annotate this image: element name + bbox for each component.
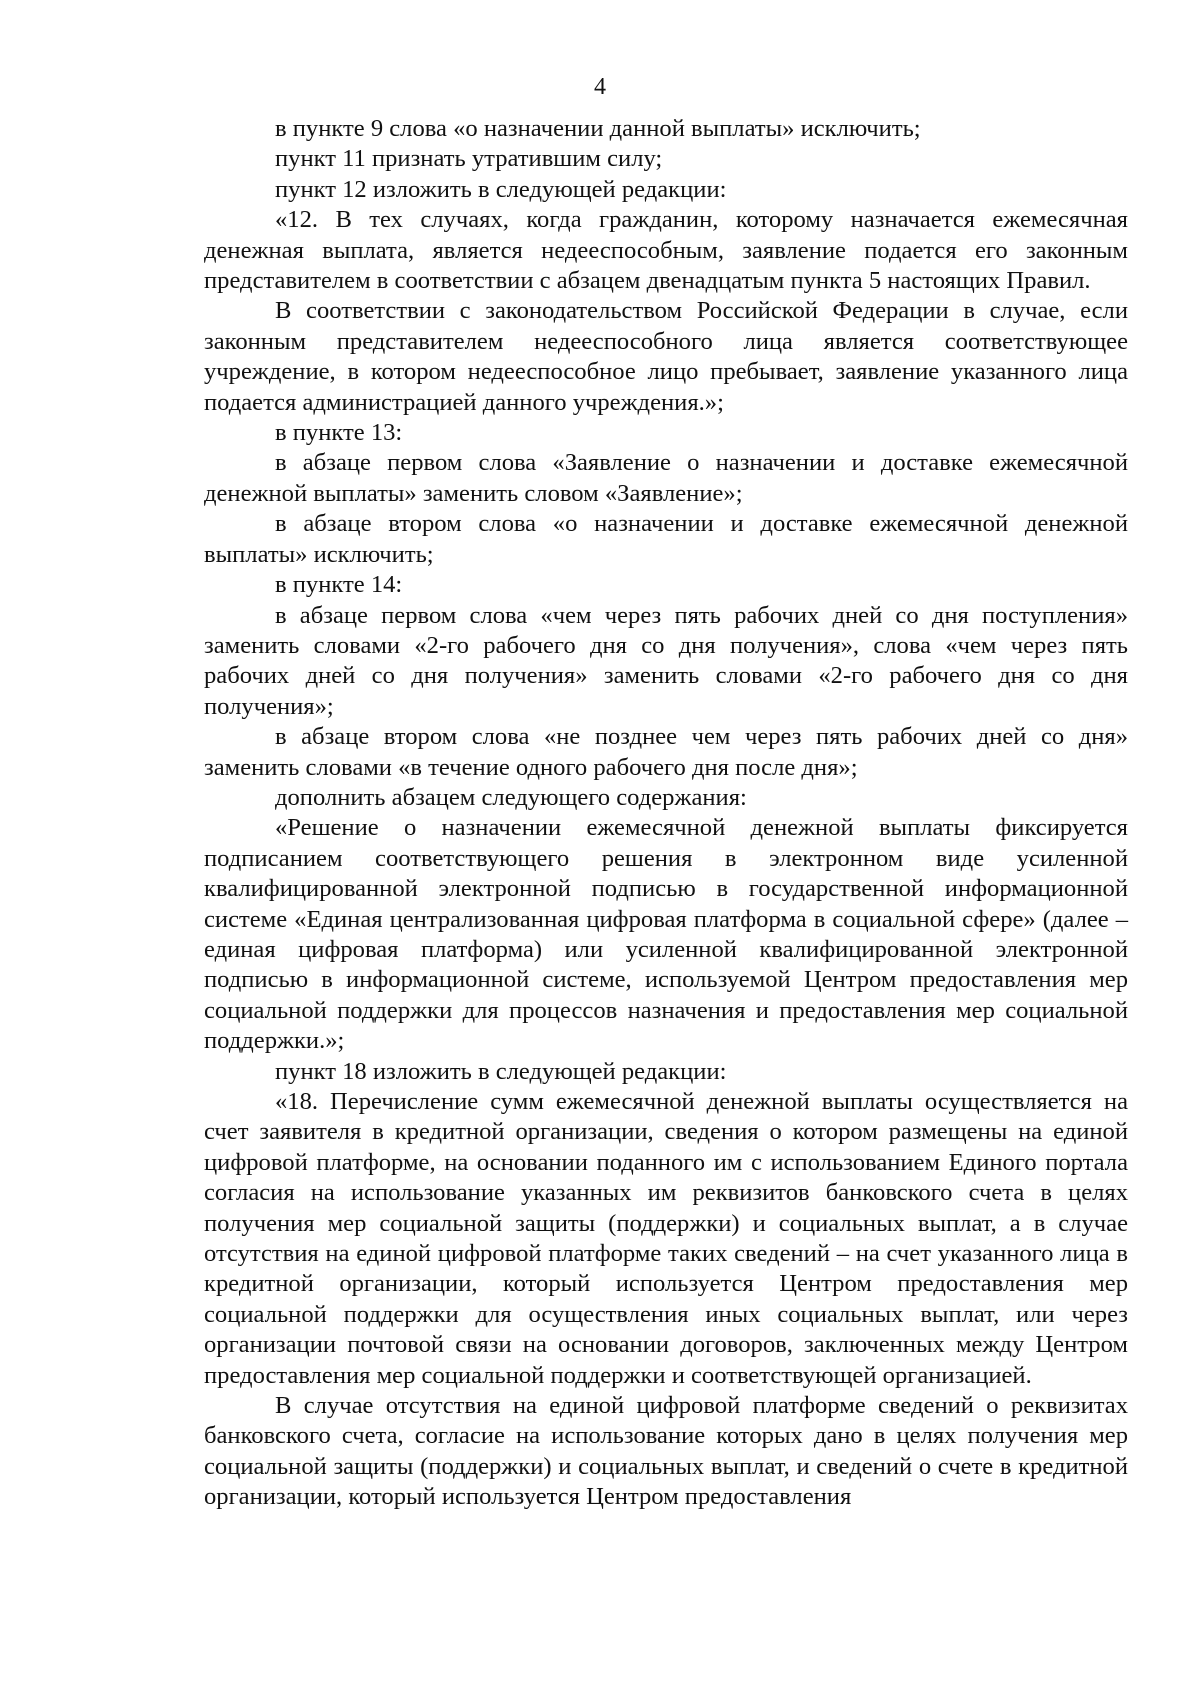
paragraph: в абзаце втором слова «не позднее чем через пять рабочих дней со дня» заменить словами «в течение одного рабочего дня после дня»; <box>204 723 1128 781</box>
document-body <box>204 114 1128 1513</box>
paragraph: в абзаце первом слова «чем через пять рабочих дней со дня поступления» заменить словами «2-го рабочего дня со дня получения», слова «чем через пять рабочих дней со дня получения» заменить словами «2-го рабочего дня со дня получения»; <box>204 601 1128 720</box>
paragraph: В случае отсутствия на единой цифровой платформе сведений о реквизитах банковского счета, согласие на использование которых дано в целях получения мер социальной защиты (поддержки) и социальных выплат, и сведений о счете в кредитной организации, который используется Центром предоставления <box>204 1392 1128 1511</box>
paragraph: В соответствии с законодательством Российской Федерации в случае, если законным представителем недееспособного лица является соответствующее учреждение, в котором недееспособное лицо пребывает, заявление указанного лица подается администрацией данного учреждения.»; <box>204 297 1128 416</box>
paragraph: в пункте 9 слова «о назначении данной выплаты» исключить; <box>275 115 921 142</box>
paragraph: в абзаце первом слова «Заявление о назначении и доставке ежемесячной денежной выплаты» заменить словом «Заявление»; <box>204 449 1128 507</box>
paragraph: «Решение о назначении ежемесячной денежной выплаты фиксируется подписанием соответствующего решения в электронном виде усиленной квалифицированной электронной подписью в государственной информационной системе «Единая централизованная цифровая платформа в социальной сфере» (далее – единая цифровая платформа) или усиленной квалифицированной электронной подписью в информационной системе, используемой Центром предоставления мер социальной поддержки для процессов назначения и предоставления мер социальной поддержки.»; <box>204 814 1128 1055</box>
paragraph: пункт 18 изложить в следующей редакции: <box>275 1057 727 1085</box>
page-number: 4 <box>594 74 606 100</box>
paragraph: дополнить абзацем следующего содержания: <box>275 783 747 811</box>
paragraph: в пункте 13: <box>275 419 403 447</box>
paragraph: в абзаце втором слова «о назначении и доставке ежемесячной денежной выплаты» исключить; <box>204 510 1128 568</box>
paragraph: в пункте 14: <box>275 571 403 599</box>
paragraph: пункт 12 изложить в следующей редакции: <box>275 175 727 203</box>
paragraph: «18. Перечисление сумм ежемесячной денежной выплаты осуществляется на счет заявителя в кредитной организации, сведения о котором размещены на единой цифровой платформе, на основании поданного им с использованием Единого портала согласия на использование указанных им реквизитов банковского счета в целях получения мер социальной защиты (поддержки) и социальных выплат, а в случае отсутствия на единой цифровой платформе таких сведений – на счет указанного лица в кредитной организации, который используется Центром предоставления мер социальной поддержки для осуществления иных социальных выплат, или через организации почтовой связи на основании договоров, заключенных между Центром предоставления мер социальной поддержки и соответствующей организацией. <box>204 1088 1128 1389</box>
paragraph: «12. В тех случаях, когда гражданин, которому назначается ежемесячная денежная выплата, является недееспособным, заявление подается его законным представителем в соответствии с абзацем двенадцатым пункта 5 настоящих Правил. <box>204 206 1128 295</box>
paragraph: пункт 11 признать утратившим силу; <box>275 145 663 173</box>
